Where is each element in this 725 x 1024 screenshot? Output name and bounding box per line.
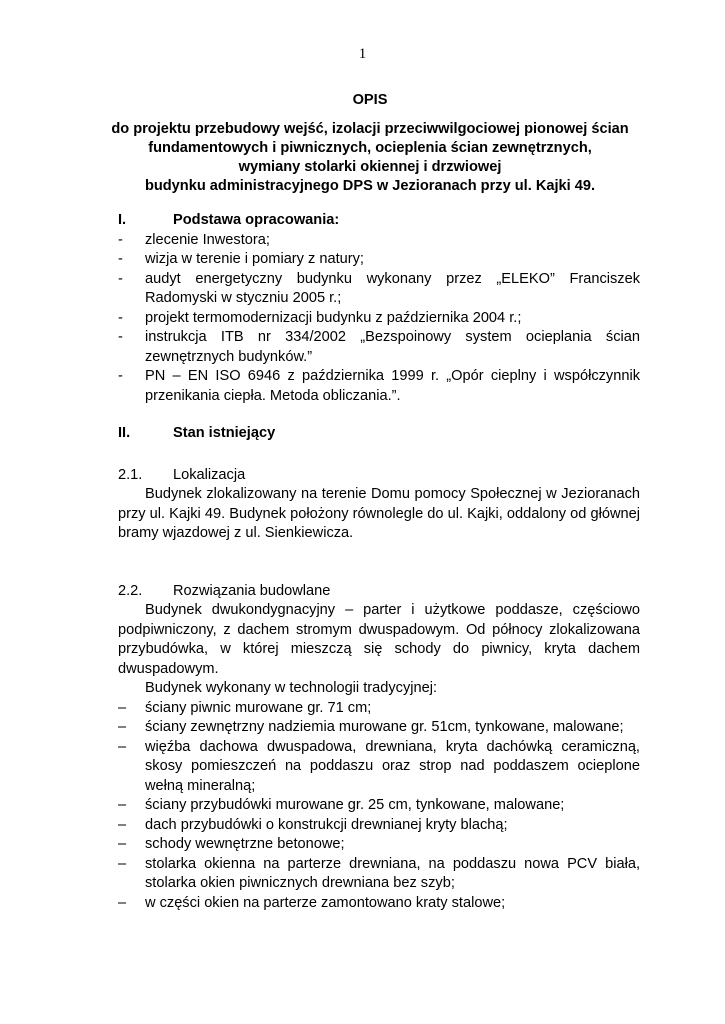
list-item: - instrukcja ITB nr 334/2002 „Bezspoinowy system ocieplania ścian zewnętrznych budynków.” [118, 328, 640, 367]
location-paragraph: Budynek zlokalizowany na terenie Domu pomocy Społecznej w Jezioranach przy ul. Kajki 49. Budynek położony równolegle do ul. Kajki, oddalony od głównej bramy wjazdowej z ul. Sienkiewicza. [118, 486, 640, 541]
list-item: – w części okien na parterze zamontowano kraty stalowe; [118, 894, 640, 914]
list-item: – ściany zewnętrzny nadziemia murowane gr. 51cm, tynkowane, malowane; [118, 718, 640, 738]
subsection-heading-location [118, 466, 640, 486]
dash-bullet: – [118, 719, 127, 735]
list-item: - projekt termomodernizacji budynku z października 2004 r.; [118, 309, 640, 329]
list-item: - audyt energetyczny budynku wykonany przez „ELEKO” Franciszek Radomyski w styczniu 2005 r.; [118, 270, 640, 309]
section-title: Podstawa opracowania: [173, 212, 340, 228]
list-item: - PN – EN ISO 6946 z października 1999 r. „Opór cieplny i współczynnik przenikania ciepła. Metoda obliczania.”. [118, 367, 640, 406]
section-number: I. [118, 212, 127, 228]
document-body [118, 211, 640, 913]
title-line: wymiany stolarki okiennej i drzwiowej [238, 159, 502, 175]
title-line: budynku administracyjnego DPS w Jezioranach przy ul. Kajki 49. [144, 178, 596, 194]
list-item: - zlecenie Inwestora; [118, 231, 640, 251]
page-number: 1 [358, 46, 367, 62]
section-title: Stan istniejący [173, 425, 276, 441]
dash-bullet: – [118, 855, 127, 872]
dash-bullet: – [118, 816, 127, 833]
title-line: do projektu przebudowy wejść, izolacji przeciwwilgociowej pionowej ścian [111, 121, 629, 137]
dash-bullet: - [118, 329, 123, 345]
construction-paragraph: Budynek dwukondygnacyjny – parter i użytkowe poddasze, częściowo podpiwniczony, z dachem stromym dwuspadowym. Od północy zlokalizowana przybudówka, w której mieszczą się schody do piwnicy, kryta dachem dwuspadowym. [118, 602, 640, 677]
dash-bullet: – [118, 836, 127, 852]
document-title [110, 91, 630, 196]
dash-bullet: – [118, 699, 127, 716]
dash-bullet: – [118, 738, 127, 755]
dash-bullet: – [118, 894, 127, 911]
dash-bullet: - [118, 251, 123, 267]
list-item: – więźba dachowa dwuspadowa, drewniana, kryta dachówką ceramiczną, skosy pomieszczeń na poddaszu oraz strop nad poddaszem ocieplone wełną mineralną; [118, 738, 640, 797]
dash-bullet: – [118, 797, 127, 813]
subsection-number: 2.2. [118, 582, 143, 599]
subsection-title: Rozwiązania budowlane [173, 582, 331, 599]
subsection-title: Lokalizacja [173, 466, 246, 483]
dash-bullet: - [118, 231, 123, 248]
list-item: - wizja w terenie i pomiary z natury; [118, 250, 640, 270]
list-item: – ściany piwnic murowane gr. 71 cm; [118, 699, 640, 719]
basis-list [118, 231, 640, 407]
section-heading-state [118, 424, 640, 444]
technology-paragraph: Budynek wykonany w technologii tradycyjnej: [145, 680, 438, 696]
dash-bullet: - [118, 368, 123, 384]
title-opis: OPIS [352, 92, 388, 108]
dash-bullet: - [118, 270, 123, 287]
subsection-number: 2.1. [118, 466, 143, 483]
section-heading-basis [118, 211, 640, 231]
title-line: fundamentowych i piwnicznych, ocieplenia ścian zewnętrznych, [148, 140, 592, 156]
list-item: – stolarka okienna na parterze drewniana, na poddaszu nowa PCV biała, stolarka okien piwnicznych drewniana bez szyb; [118, 855, 640, 894]
list-item: – schody wewnętrzne betonowe; [118, 835, 640, 855]
subsection-heading-construction [118, 582, 640, 602]
section-number: II. [118, 425, 131, 441]
construction-list [118, 699, 640, 914]
list-item: – dach przybudówki o konstrukcji drewnianej kryty blachą; [118, 816, 640, 836]
dash-bullet: - [118, 309, 123, 326]
list-item: – ściany przybudówki murowane gr. 25 cm, tynkowane, malowane; [118, 796, 640, 816]
